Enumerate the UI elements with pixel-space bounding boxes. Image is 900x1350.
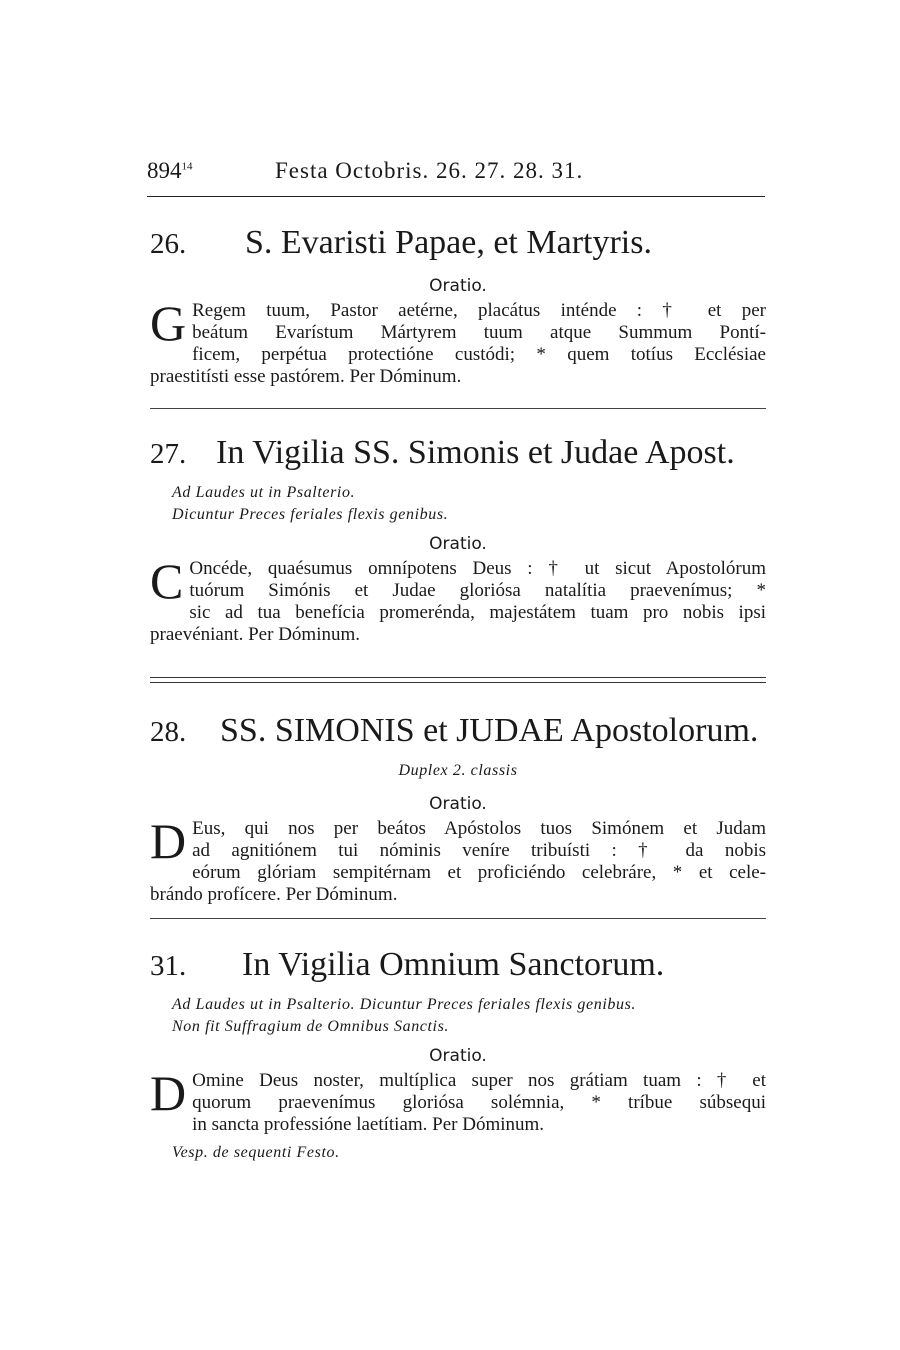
rubric-line: Dicuntur Preces feriales flexis genibus. — [172, 506, 449, 523]
oratio-label: Oratio. — [429, 794, 487, 814]
section-number: 28. — [150, 716, 187, 748]
section-number: 26. — [150, 228, 187, 260]
rubric-line: Ad Laudes ut in Psalterio. Dicuntur Preces feriales flexis genibus. — [172, 996, 636, 1013]
oratio-label: Oratio. — [429, 276, 487, 296]
section-31 — [150, 946, 766, 1164]
rubric-line: Non fit Suffragium de Omnibus Sanctis. — [172, 1018, 450, 1035]
section-double-rule — [150, 677, 766, 683]
section-26 — [150, 224, 766, 388]
prayer-line: praevéniant. Per Dóminum. — [150, 624, 361, 645]
section-27 — [150, 434, 766, 646]
running-head-title: Festa Octobris. 26. 27. 28. 31. — [275, 158, 584, 183]
prayer-line: ad agnitiónem tui nóminis veníre tribuísti : † da nobis — [192, 840, 766, 861]
header-rule — [147, 196, 765, 197]
section-number: 31. — [150, 950, 187, 982]
prayer-line: sic ad tua benefícia promerénda, majestátem tuam pro nobis ipsi — [189, 602, 766, 623]
drop-cap-initial: C — [150, 553, 184, 609]
rubric-rank: Duplex 2. classis — [398, 762, 518, 779]
prayer-line: in sancta professióne laetítiam. Per Dóminum. — [192, 1114, 545, 1135]
section-rule — [150, 408, 766, 409]
prayer-line: eórum glóriam sempitérnam et proficiéndo celebráre, * et cele- — [192, 862, 766, 883]
section-title: In Vigilia Omnium Sanctorum. — [242, 946, 665, 983]
section-title: SS. SIMONIS et JUDAE Apostolorum. — [220, 712, 759, 749]
prayer-line: Regem tuum, Pastor aetérne, placátus inténde : † et per — [192, 300, 766, 321]
section-28 — [150, 712, 766, 906]
running-head — [147, 158, 765, 188]
prayer-line: brándo profícere. Per Dóminum. — [150, 884, 398, 905]
section-title: S. Evaristi Papae, et Martyris. — [245, 224, 652, 261]
drop-cap-initial: G — [150, 295, 187, 351]
rubric-line: Ad Laudes ut in Psalterio. — [172, 484, 356, 501]
oratio-label: Oratio. — [429, 1046, 487, 1066]
closing-rubric: Vesp. de sequenti Festo. — [172, 1144, 340, 1161]
section-rule — [150, 918, 766, 919]
oratio-label: Oratio. — [429, 534, 487, 554]
drop-cap-initial: D — [150, 813, 187, 869]
prayer-line: quorum praevenímus gloriósa solémnia, * tríbue súbsequi — [192, 1092, 766, 1113]
prayer-line: praestitísti esse pastórem. Per Dóminum. — [150, 366, 462, 387]
prayer-line: Oncéde, quaésumus omnípotens Deus : † ut sicut Apostolórum — [189, 558, 766, 579]
prayer-line: beátum Evarístum Mártyrem tuum atque Summum Pontí- — [192, 322, 766, 343]
section-title: In Vigilia SS. Simonis et Judae Apost. — [216, 434, 735, 471]
prayer-line: Omine Deus noster, multíplica super nos grátiam tuam : † et — [192, 1070, 766, 1091]
page-number: $894^{14}$ — [147, 158, 193, 183]
prayer-text — [150, 1065, 766, 1136]
prayer-text — [150, 295, 766, 388]
prayer-text — [150, 813, 766, 906]
section-number: 27. — [150, 438, 187, 470]
prayer-line: ficem, perpétua protectióne custódi; * quem totíus Ecclésiae — [192, 344, 766, 365]
drop-cap-initial: D — [150, 1065, 187, 1121]
prayer-line: tuórum Simónis et Judae gloriósa natalítia praevenímus; * — [189, 580, 766, 601]
prayer-text — [150, 553, 766, 646]
prayer-line: Eus, qui nos per beátos Apóstolos tuos Simónem et Judam — [192, 818, 766, 839]
